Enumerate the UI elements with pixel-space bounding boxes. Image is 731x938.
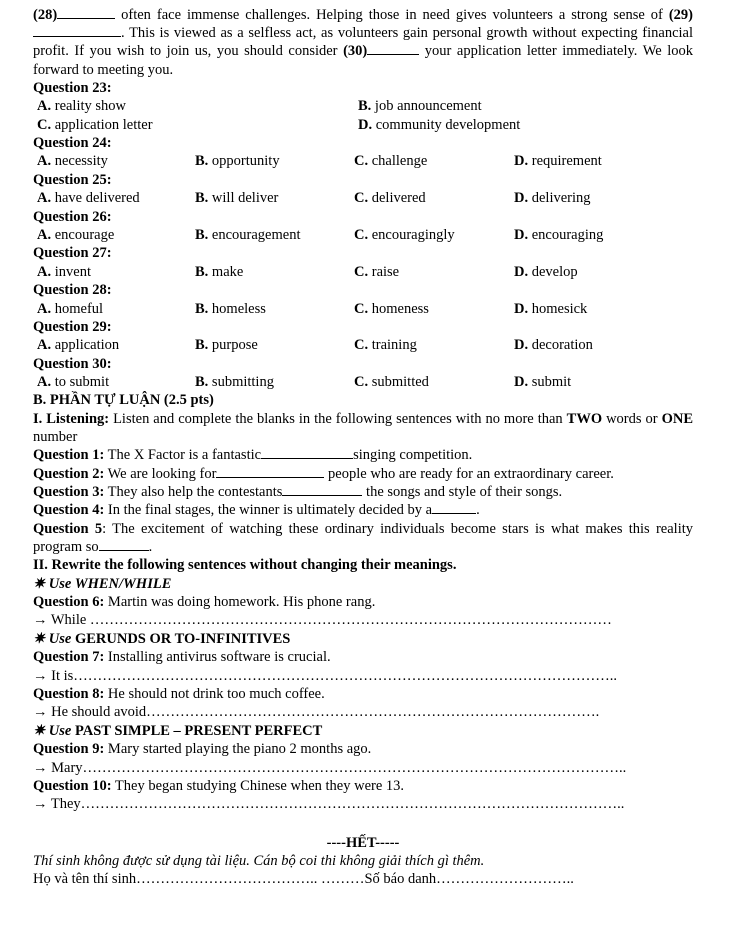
option-letter: A. — [37, 226, 52, 243]
option-letter: B. — [195, 374, 209, 391]
option-letter: A. — [37, 263, 52, 280]
option-letter: B. — [195, 153, 209, 170]
question-text: We are looking for — [104, 465, 217, 482]
question-text: . — [476, 502, 480, 519]
option-letter: D. — [514, 300, 529, 317]
instruction-emphasis: TWO — [566, 410, 603, 427]
candidate-info-line[interactable]: Họ và tên thí sinh……………………………….. ………Số báo danh……………………….. — [33, 871, 574, 888]
answer-option[interactable] — [195, 336, 354, 354]
question-text: The X Factor is a fantastic — [104, 447, 262, 464]
question-label: Question 7: — [33, 649, 105, 666]
star-icon: ✷ — [33, 722, 46, 739]
rewrite-question-10 — [33, 777, 693, 795]
passage-text: your application letter immediately. We look forward to meeting you. — [33, 43, 693, 78]
answer-option[interactable] — [354, 336, 514, 354]
option-text: will deliver — [211, 190, 279, 207]
option-text: develop — [531, 263, 578, 280]
option-text: purpose — [211, 337, 258, 354]
question-text: people who are ready for an extraordinary career. — [324, 465, 614, 482]
star-icon: ✷ — [33, 630, 46, 647]
option-letter: D. — [514, 263, 529, 280]
option-text: homeness — [371, 300, 429, 317]
rewrite-question-9 — [33, 740, 693, 758]
option-text: to submit — [54, 374, 110, 391]
passage-text: . This is viewed as a selfless act, as volunteers gain personal growth without expecting financial profit. If you wish to join us, you should consider — [33, 25, 693, 60]
answer-option[interactable] — [33, 226, 195, 244]
answer-line-6[interactable]: → While ……………………………………………………………………………………………… — [33, 612, 612, 629]
option-text: application — [54, 337, 120, 354]
answer-option[interactable] — [514, 189, 684, 207]
question-heading: Question 28: — [33, 282, 112, 299]
answer-blank[interactable] — [216, 465, 324, 478]
option-text: delivered — [371, 190, 426, 207]
answer-blank[interactable] — [261, 446, 353, 459]
answer-option[interactable] — [354, 189, 514, 207]
option-row — [33, 263, 693, 281]
question-text: He should not drink too much coffee. — [104, 685, 325, 702]
option-text: submitted — [371, 374, 429, 391]
hint-text: Use WHEN/WHILE — [45, 575, 172, 592]
option-row — [33, 373, 693, 391]
answer-option[interactable] — [195, 152, 354, 170]
answer-option[interactable] — [33, 97, 358, 115]
rewrite-question-8 — [33, 685, 693, 703]
blank-number-30: (30) — [343, 43, 368, 60]
answer-option[interactable] — [195, 263, 354, 281]
option-row — [33, 97, 693, 115]
answer-option[interactable] — [354, 300, 514, 318]
option-text: community development — [375, 116, 521, 133]
option-letter: A. — [37, 374, 52, 391]
option-text: encouraging — [531, 226, 604, 243]
answer-option[interactable] — [33, 373, 195, 391]
question-text: Mary started playing the piano 2 months ago. — [104, 741, 372, 758]
answer-line-9[interactable]: → Mary………………………………………………………………………………………………….. — [33, 759, 627, 776]
hint-text: GERUNDS OR TO-INFINITIVES — [71, 630, 291, 647]
question-text: They began studying Chinese when they were 13. — [111, 777, 405, 794]
grammar-hint-when-while — [33, 575, 693, 593]
question-text: . — [148, 539, 153, 556]
end-marker: ----HẾT----- — [326, 834, 400, 851]
answer-line-8[interactable]: → He should avoid…………………………………………………………………………………. — [33, 704, 600, 721]
answer-option[interactable] — [354, 373, 514, 391]
question-text: singing competition. — [353, 447, 473, 464]
question-heading: Question 26: — [33, 208, 112, 225]
option-letter: D. — [514, 190, 529, 207]
exam-page — [33, 6, 693, 889]
option-text: raise — [371, 263, 400, 280]
option-row — [33, 300, 693, 318]
question-heading: Question 25: — [33, 171, 112, 188]
question-label: Question 5 — [33, 520, 103, 537]
answer-option[interactable] — [195, 373, 354, 391]
question-text: the songs and style of their songs. — [362, 484, 563, 501]
rewrite-heading: II. Rewrite the following sentences without changing their meanings. — [33, 557, 457, 574]
question-heading: Question 29: — [33, 318, 112, 335]
option-row — [33, 189, 693, 207]
option-letter: B. — [358, 98, 372, 115]
answer-option[interactable] — [33, 189, 195, 207]
listening-question-5 — [33, 520, 693, 556]
option-row — [33, 152, 693, 170]
rewrite-question-6 — [33, 593, 693, 611]
option-text: job announcement — [374, 98, 482, 115]
answer-option[interactable] — [195, 300, 354, 318]
answer-blank[interactable] — [282, 483, 362, 496]
blank-number-29: (29) — [668, 7, 693, 23]
option-letter: A. — [37, 153, 52, 170]
option-letter: D. — [514, 337, 529, 354]
option-letter: A. — [37, 190, 52, 207]
question-label: Question 8: — [33, 685, 105, 702]
option-text: encouragement — [211, 226, 301, 243]
star-icon: ✷ — [33, 575, 46, 592]
listening-instructions — [33, 410, 693, 446]
option-text: homeless — [211, 300, 266, 317]
question-label: Question 10: — [33, 777, 112, 794]
answer-blank[interactable] — [99, 538, 149, 551]
option-letter: C. — [354, 263, 369, 280]
question-heading: Question 30: — [33, 355, 112, 372]
option-text: opportunity — [211, 153, 280, 170]
question-label: Question 6: — [33, 594, 105, 610]
option-letter: D. — [358, 116, 373, 133]
option-letter: C. — [37, 116, 52, 133]
option-text: necessity — [54, 153, 108, 170]
question-text: : The excitement of watching these ordinary individuals become stars is what makes this reality program so — [33, 520, 693, 556]
option-text: homeful — [54, 300, 104, 317]
answer-option[interactable] — [33, 116, 358, 134]
question-label: Question 2: — [33, 465, 105, 482]
answer-option[interactable] — [358, 97, 658, 115]
answer-blank-28[interactable] — [57, 6, 115, 19]
grammar-hint-gerunds — [33, 630, 693, 648]
option-letter: D. — [514, 226, 529, 243]
listening-question-3 — [33, 483, 693, 501]
option-text: decoration — [531, 337, 593, 354]
option-letter: A. — [37, 337, 52, 354]
option-text: submit — [531, 374, 572, 391]
exam-note: Thí sinh không được sử dụng tài liệu. Cán bộ coi thi không giải thích gì thêm. — [33, 853, 485, 870]
multiple-choice-questions — [33, 79, 693, 392]
option-row — [33, 336, 693, 354]
option-letter: B. — [195, 263, 209, 280]
section-b-heading: B. PHẦN TỰ LUẬN (2.5 pts) — [33, 392, 214, 409]
answer-option[interactable] — [354, 263, 514, 281]
option-text: invent — [54, 263, 91, 280]
answer-option[interactable] — [33, 336, 195, 354]
question-label: Question 3: — [33, 484, 105, 501]
grammar-hint-tenses — [33, 722, 693, 740]
option-letter: B. — [195, 337, 209, 354]
answer-option[interactable] — [514, 300, 684, 318]
option-text: make — [211, 263, 244, 280]
option-text: delivering — [531, 190, 591, 207]
blank-number-28: (28) — [33, 7, 58, 23]
listening-question-1 — [33, 446, 693, 464]
answer-option[interactable] — [33, 300, 195, 318]
answer-option[interactable] — [358, 116, 658, 134]
option-letter: C. — [354, 337, 369, 354]
instruction-text: number — [33, 429, 78, 446]
option-letter: C. — [354, 153, 369, 170]
listening-question-2 — [33, 465, 693, 483]
question-text: Installing antivirus software is crucial. — [104, 649, 331, 666]
hint-text: Use — [45, 630, 72, 647]
answer-option[interactable] — [514, 373, 684, 391]
option-letter: C. — [354, 300, 369, 317]
option-letter: A. — [37, 300, 52, 317]
hint-text: PAST SIMPLE – PRESENT PERFECT — [71, 722, 323, 739]
instruction-text: Listen and complete the blanks in the following sentences with no more than — [109, 410, 567, 427]
instruction-text: words or — [602, 410, 662, 427]
question-text: In the final stages, the winner is ultimately decided by a — [104, 502, 433, 519]
answer-option[interactable] — [33, 152, 195, 170]
question-heading: Question 23: — [33, 79, 112, 96]
answer-option[interactable] — [514, 152, 684, 170]
answer-option[interactable] — [354, 226, 514, 244]
question-text: They also help the contestants — [104, 484, 283, 501]
hint-text: Use — [45, 722, 72, 739]
passage-text: often face immense challenges. Helping those in need gives volunteers a strong sense of — [115, 7, 669, 23]
option-letter: A. — [37, 98, 52, 115]
answer-option[interactable] — [33, 263, 195, 281]
answer-line-10[interactable]: → They………………………………………………………………………………………………….. — [33, 796, 625, 813]
option-text: submitting — [211, 374, 274, 391]
answer-option[interactable] — [354, 152, 514, 170]
answer-blank-29[interactable] — [33, 24, 121, 37]
option-text: requirement — [531, 153, 602, 170]
rewrite-question-7 — [33, 648, 693, 666]
option-text: challenge — [371, 153, 428, 170]
question-label: Question 9: — [33, 741, 105, 758]
question-label: Question 1: — [33, 447, 105, 464]
option-text: encouragingly — [371, 226, 455, 243]
answer-line-7[interactable]: → It is………………………………………………………………………………………………….. — [33, 667, 618, 684]
option-letter: D. — [514, 374, 529, 391]
answer-option[interactable] — [514, 263, 684, 281]
option-text: training — [371, 337, 417, 354]
option-text: encourage — [54, 226, 115, 243]
option-text: homesick — [531, 300, 588, 317]
option-row — [33, 116, 693, 134]
option-text: application letter — [54, 116, 153, 133]
option-letter: B. — [195, 190, 209, 207]
listening-question-4 — [33, 501, 693, 519]
option-text: reality show — [54, 98, 127, 115]
question-heading: Question 27: — [33, 245, 112, 262]
question-label: Question 4: — [33, 502, 105, 519]
option-letter: D. — [514, 153, 529, 170]
option-letter: C. — [354, 190, 369, 207]
question-heading: Question 24: — [33, 134, 112, 151]
answer-blank[interactable] — [432, 501, 476, 514]
listening-heading: I. Listening: — [33, 410, 110, 427]
answer-option[interactable] — [195, 226, 354, 244]
option-letter: C. — [354, 226, 369, 243]
question-text: Martin was doing homework. His phone rang. — [104, 594, 376, 610]
reading-passage — [33, 6, 693, 79]
option-letter: B. — [195, 226, 209, 243]
option-text: have delivered — [54, 190, 140, 207]
option-letter: C. — [354, 374, 369, 391]
answer-blank-30[interactable] — [367, 42, 419, 55]
instruction-emphasis: ONE — [661, 410, 693, 427]
option-row — [33, 226, 693, 244]
answer-option[interactable] — [514, 226, 684, 244]
answer-option[interactable] — [514, 336, 684, 354]
answer-option[interactable] — [195, 189, 354, 207]
option-letter: B. — [195, 300, 209, 317]
